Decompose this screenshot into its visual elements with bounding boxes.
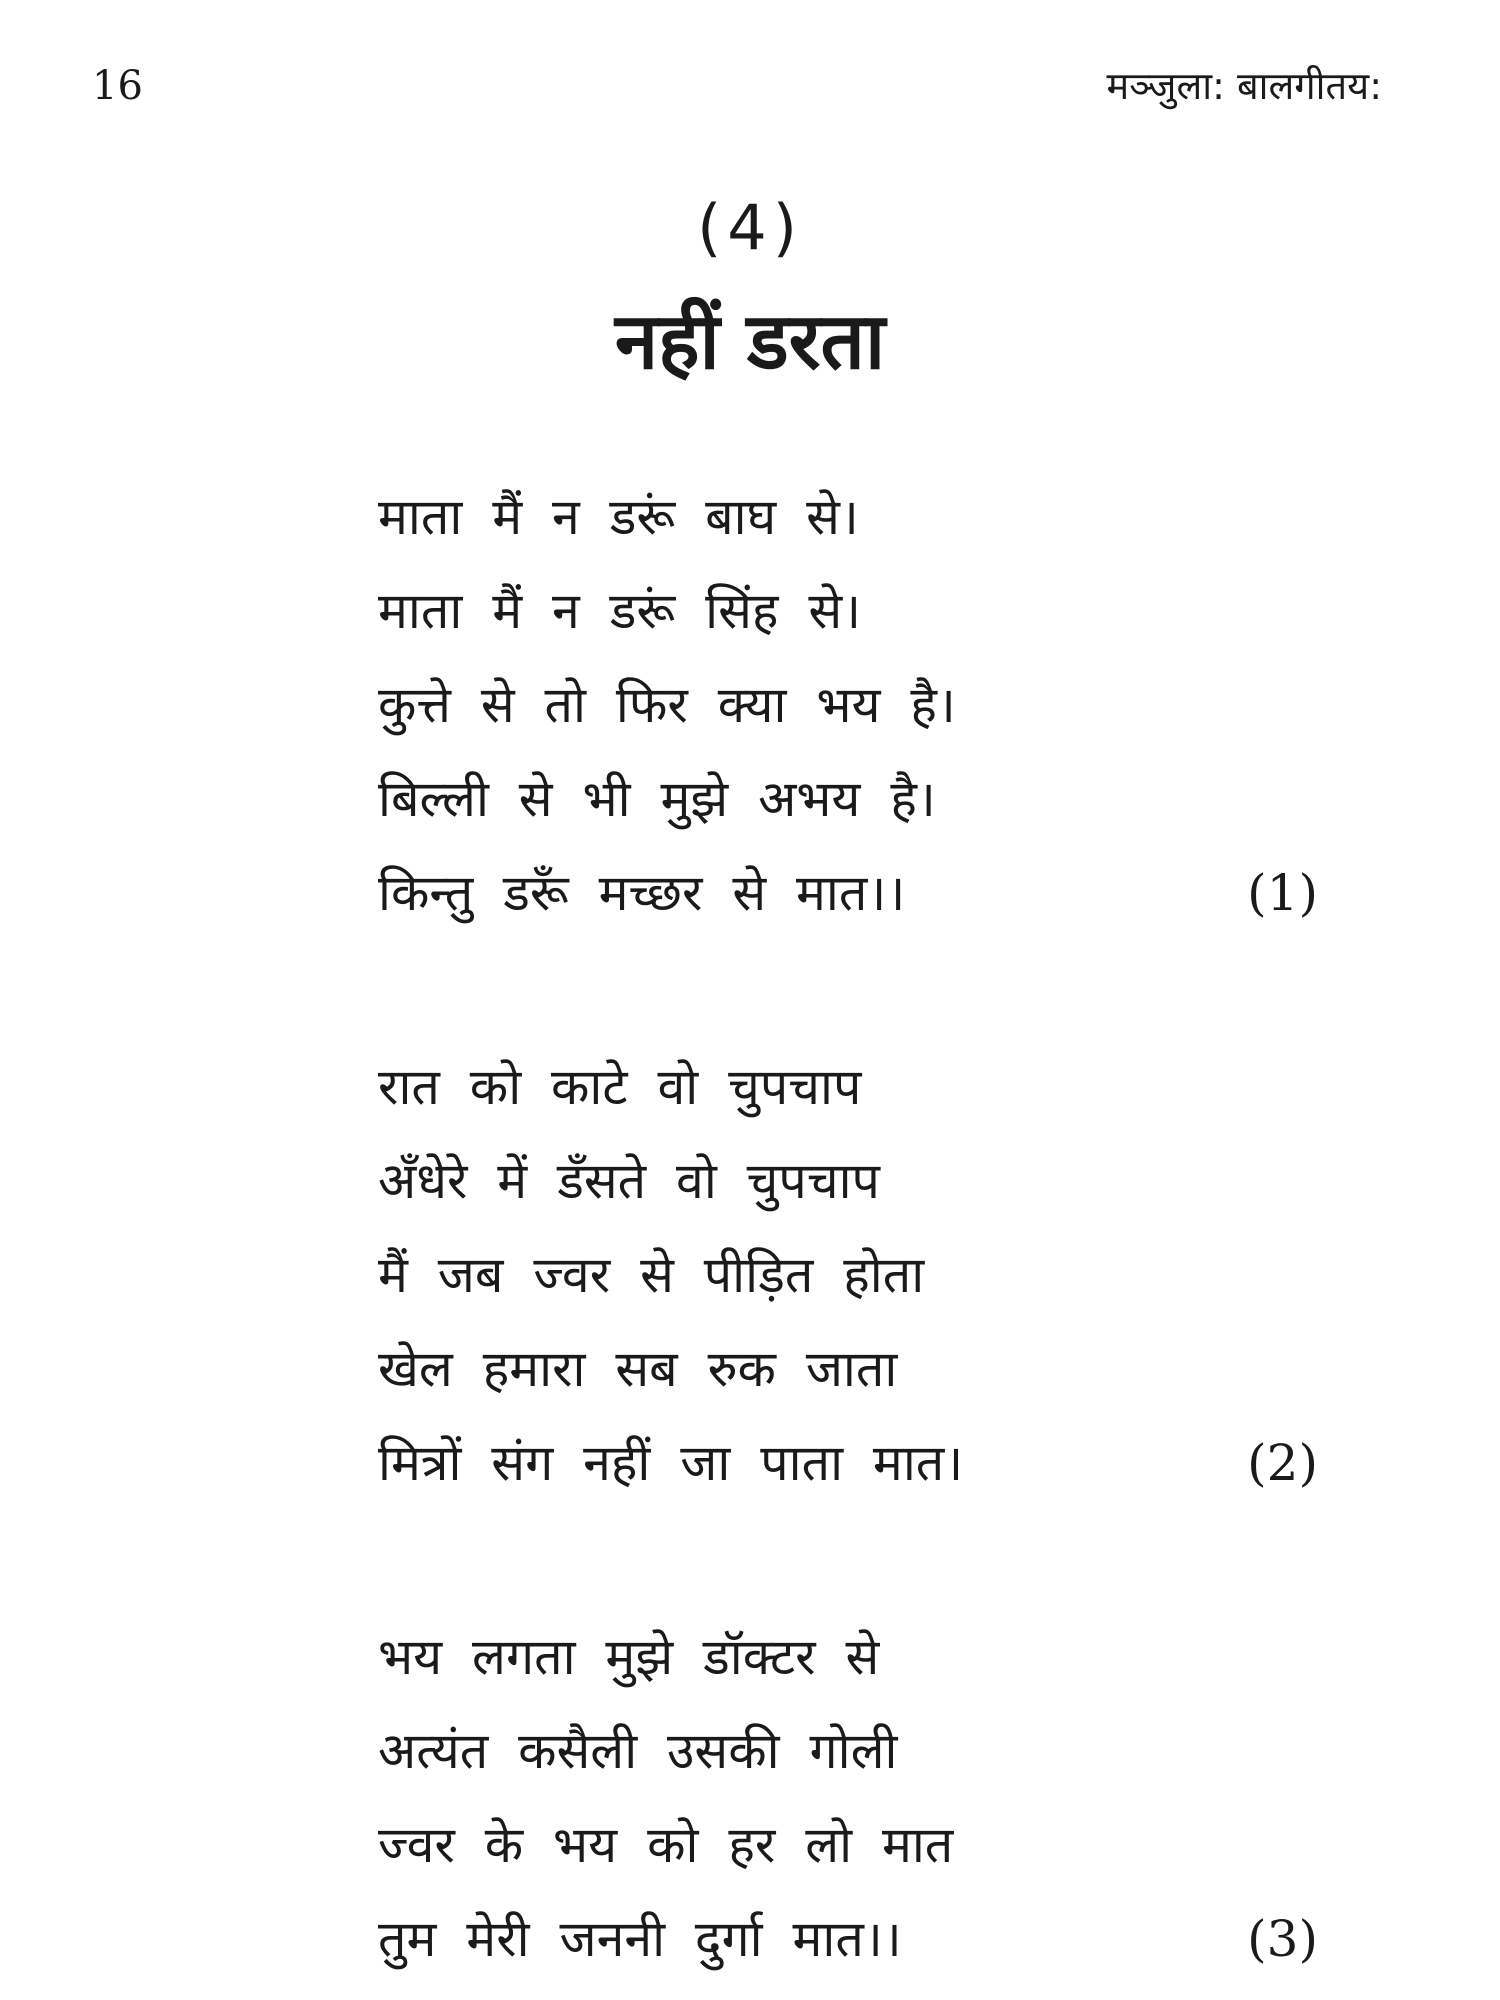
stanza-number: (2) <box>1247 1434 1318 1492</box>
stanza-number: (3) <box>1247 1910 1318 1968</box>
poem-line-last <box>378 1892 1318 1986</box>
poem-line: भय लगता मुझे डॉक्टर से <box>378 1628 880 1686</box>
stanza-1 <box>378 470 1318 940</box>
poem-line: अँधेरे में डँसते वो चुपचाप <box>378 1152 880 1210</box>
stanza-2 <box>378 1040 1318 1510</box>
poem-line: रात को काटे वो चुपचाप <box>378 1058 862 1116</box>
poem-line-text: मित्रों संग नहीं जा पाता मात। <box>378 1434 964 1492</box>
poem-line: खेल हमारा सब रुक जाता <box>378 1340 898 1398</box>
poem-line-last <box>378 1416 1318 1510</box>
poem-line: अत्यंत कसैली उसकी गोली <box>378 1722 898 1780</box>
poem-title: नहीं डरता <box>614 297 886 387</box>
poem-line-text: किन्तु डरूँ मच्छर से मात।। <box>378 864 906 922</box>
poem-number: (4) <box>697 191 803 264</box>
stanza-3 <box>378 1610 1318 1986</box>
poem-line: माता मैं न डरूं बाघ से। <box>378 488 859 546</box>
poem-line-text: तुम मेरी जननी दुर्गा मात।। <box>378 1910 902 1968</box>
page-number: 16 <box>92 63 143 109</box>
running-header: मञ्जुला: बालगीतय: <box>1106 64 1382 108</box>
stanza-number: (1) <box>1247 864 1318 922</box>
poem-line: ज्वर के भय को हर लो मात <box>378 1816 954 1874</box>
poem-line: कुत्ते से तो फिर क्या भय है। <box>378 676 956 734</box>
poem-line-last <box>378 846 1318 940</box>
poem-line: बिल्ली से भी मुझे अभय है। <box>378 770 936 828</box>
poem-line: माता मैं न डरूं सिंह से। <box>378 582 862 640</box>
poem-line: मैं जब ज्वर से पीड़ित होता <box>378 1246 925 1304</box>
